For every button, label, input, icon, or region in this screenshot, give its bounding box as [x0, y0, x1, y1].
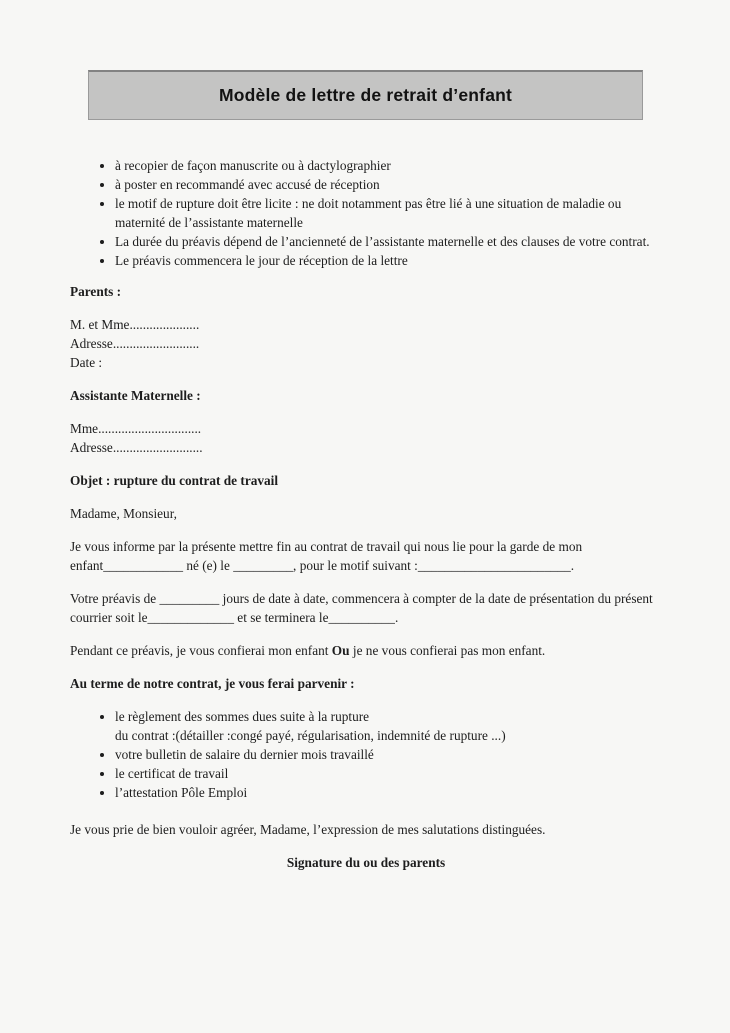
signature-line: Signature du ou des parents [286, 855, 446, 870]
terme-item: • votre bulletin de salaire du dernier mois travaillé [115, 745, 662, 764]
paragraph-confier [70, 641, 662, 660]
title-banner [88, 70, 643, 120]
parents-block [70, 315, 662, 372]
assistante-block [70, 419, 662, 457]
terme-heading: Au terme de notre contrat, je vous ferai parvenir : [70, 676, 355, 691]
terme-item: • l’attestation Pôle Emploi [115, 783, 662, 802]
confier-bold-ou: Ou [331, 643, 350, 658]
instruction-item: • La durée du préavis dépend de l’ancienneté de l’assistante maternelle et des clauses de votre contrat. [115, 232, 662, 251]
confier-text-after: je ne vous confierai pas mon enfant. [349, 643, 546, 658]
paragraph-preavis: Votre préavis de _________ jours de date à date, commencera à compter de la date de présentation du présent courrier soit le_____________ et se terminera le__________. [70, 591, 653, 625]
parents-name-line: M. et Mme..................... [70, 317, 200, 332]
instruction-item: • le motif de rupture doit être licite : ne doit notamment pas être lié à une situation de maladie ou maternité de l’assistante maternelle [115, 194, 662, 232]
terme-item-line: • le règlement des sommes dues suite à la rupture [115, 709, 370, 724]
terme-item [115, 707, 662, 745]
assistante-name-line: Mme............................... [70, 421, 202, 436]
document-title: Modèle de lettre de retrait d’enfant [218, 85, 513, 105]
parents-address-line: Adresse.......................... [70, 336, 200, 351]
paragraph-informe: Je vous informe par la présente mettre fin au contrat de travail qui nous lie pour la garde de mon enfant____________ né (e) le _________, pour le motif suivant :_______________________. [70, 539, 583, 573]
assistante-heading: Assistante Maternelle : [70, 388, 201, 403]
confier-text-before: Pendant ce préavis, je vous confierai mon enfant [70, 643, 332, 658]
instructions-list [70, 156, 662, 270]
terme-item-line: du contrat :(détailler :congé payé, régularisation, indemnité de rupture ...) [115, 728, 506, 743]
salutation: Madame, Monsieur, [70, 506, 177, 521]
instruction-item: • à poster en recommandé avec accusé de réception [115, 175, 662, 194]
closing-sentence: Je vous prie de bien vouloir agréer, Madame, l’expression de mes salutations distinguées. [70, 822, 546, 837]
objet-heading: Objet : rupture du contrat de travail [70, 473, 279, 488]
terme-item: • le certificat de travail [115, 764, 662, 783]
parents-heading: Parents : [70, 284, 122, 299]
terme-list [70, 707, 662, 802]
document-content [70, 156, 662, 886]
assistante-address-line: Adresse........................... [70, 440, 203, 455]
instruction-item: • à recopier de façon manuscrite ou à dactylographier [115, 156, 662, 175]
parents-date-line: Date : [70, 355, 103, 370]
instruction-item: • Le préavis commencera le jour de réception de la lettre [115, 251, 662, 270]
